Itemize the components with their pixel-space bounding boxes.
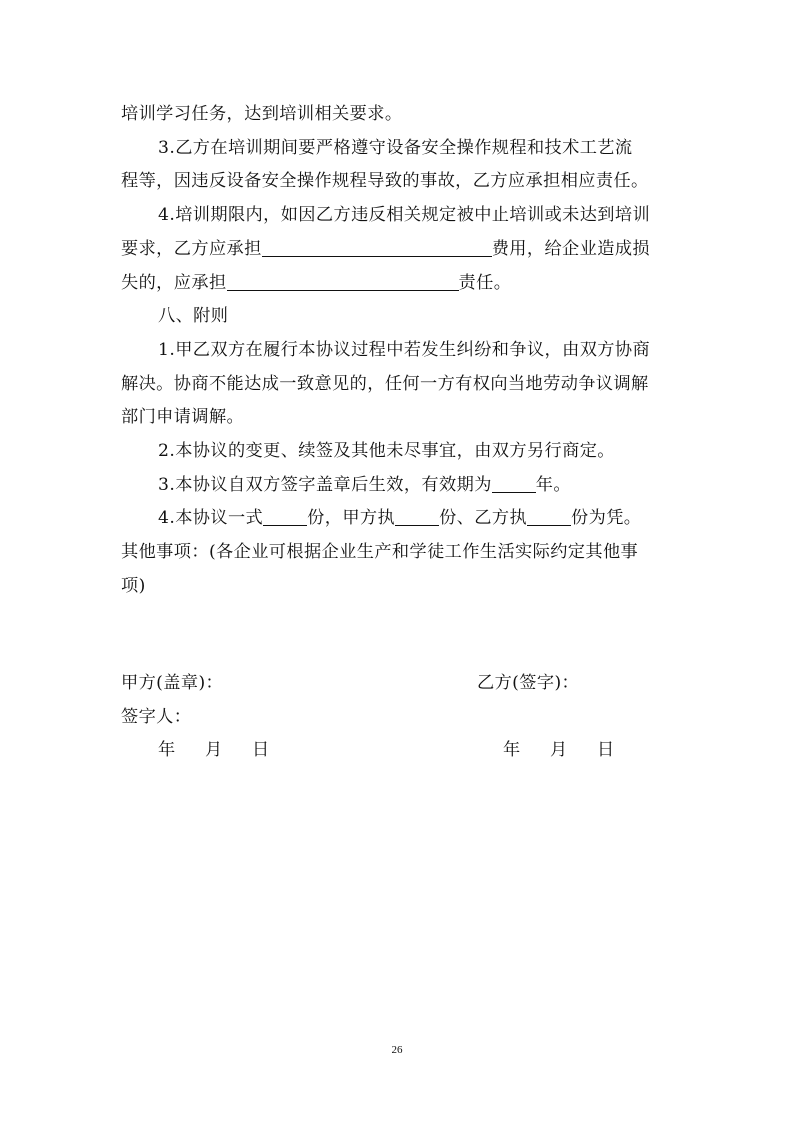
agreement-body [121,98,677,604]
year-label: 年 [503,740,521,760]
party-b-date [503,738,615,762]
total-copies-blank[interactable] [263,508,307,526]
clause-4-text: 失的，应承担 [121,272,227,293]
liability-blank[interactable] [227,272,459,290]
clause-4-line [121,267,677,301]
clause-line: 培训学习任务，达到培训相关要求。 [121,104,403,124]
item-1-line: 1.甲乙双方在履行本协议过程中若发生纠纷和争议，由双方协商 [158,339,651,360]
clause-4-text: 责任。 [458,272,512,293]
year-label: 年 [158,740,176,760]
item-1-line: 部门申请调解。 [121,407,245,428]
item-4-text: 份为凭。 [571,508,642,529]
item-1-line: 解决。协商不能达成一致意见的，任何一方有权向当地劳动争议调解 [121,373,649,394]
item-4-line [121,502,677,536]
validity-years-blank[interactable] [492,475,536,493]
clause-4-line [121,233,677,267]
party-a-copies-blank[interactable] [395,508,439,526]
item-4-text: 份，甲方执 [307,508,396,529]
day-label: 日 [252,740,270,760]
clause-3-line: 3.乙方在培训期间要严格遵守设备安全操作规程和技术工艺流 [158,137,633,158]
month-label: 月 [205,740,223,760]
item-3-text: 3.本协议自双方签字盖章后生效，有效期为 [158,474,492,495]
item-3-text: 年。 [535,474,571,495]
item-3-line [121,469,677,503]
day-label: 日 [597,740,615,760]
party-a-date [158,738,270,762]
clause-3-line: 程等，因违反设备安全操作规程导致的事故，乙方应承担相应责任。 [121,171,649,192]
clause-4-text: 要求，乙方应承担 [121,238,262,259]
item-4-text: 份、乙方执 [439,508,528,529]
signer-label: 签字人： [121,707,192,727]
item-2-line: 2.本协议的变更、续签及其他未尽事宜，由双方另行商定。 [158,441,615,462]
party-b-copies-blank[interactable] [527,508,571,526]
item-4-text: 4.本协议一式 [158,508,264,529]
fee-blank[interactable] [262,239,492,257]
other-matters-line: 项) [121,575,146,596]
clause-4-text: 费用，给企业造成损 [491,238,650,259]
page-number: 26 [391,1044,403,1056]
other-matters-line: 其他事项：(各企业可根据企业生产和学徒工作生活实际约定其他事 [121,542,639,563]
clause-4-line: 4.培训期限内，如因乙方违反相关规定被中止培训或未达到培训 [158,205,651,226]
party-b-label: 乙方(签字)： [477,673,580,693]
party-a-label: 甲方(盖章)： [121,673,224,693]
section-8-heading: 八、附则 [158,306,229,327]
month-label: 月 [550,740,568,760]
